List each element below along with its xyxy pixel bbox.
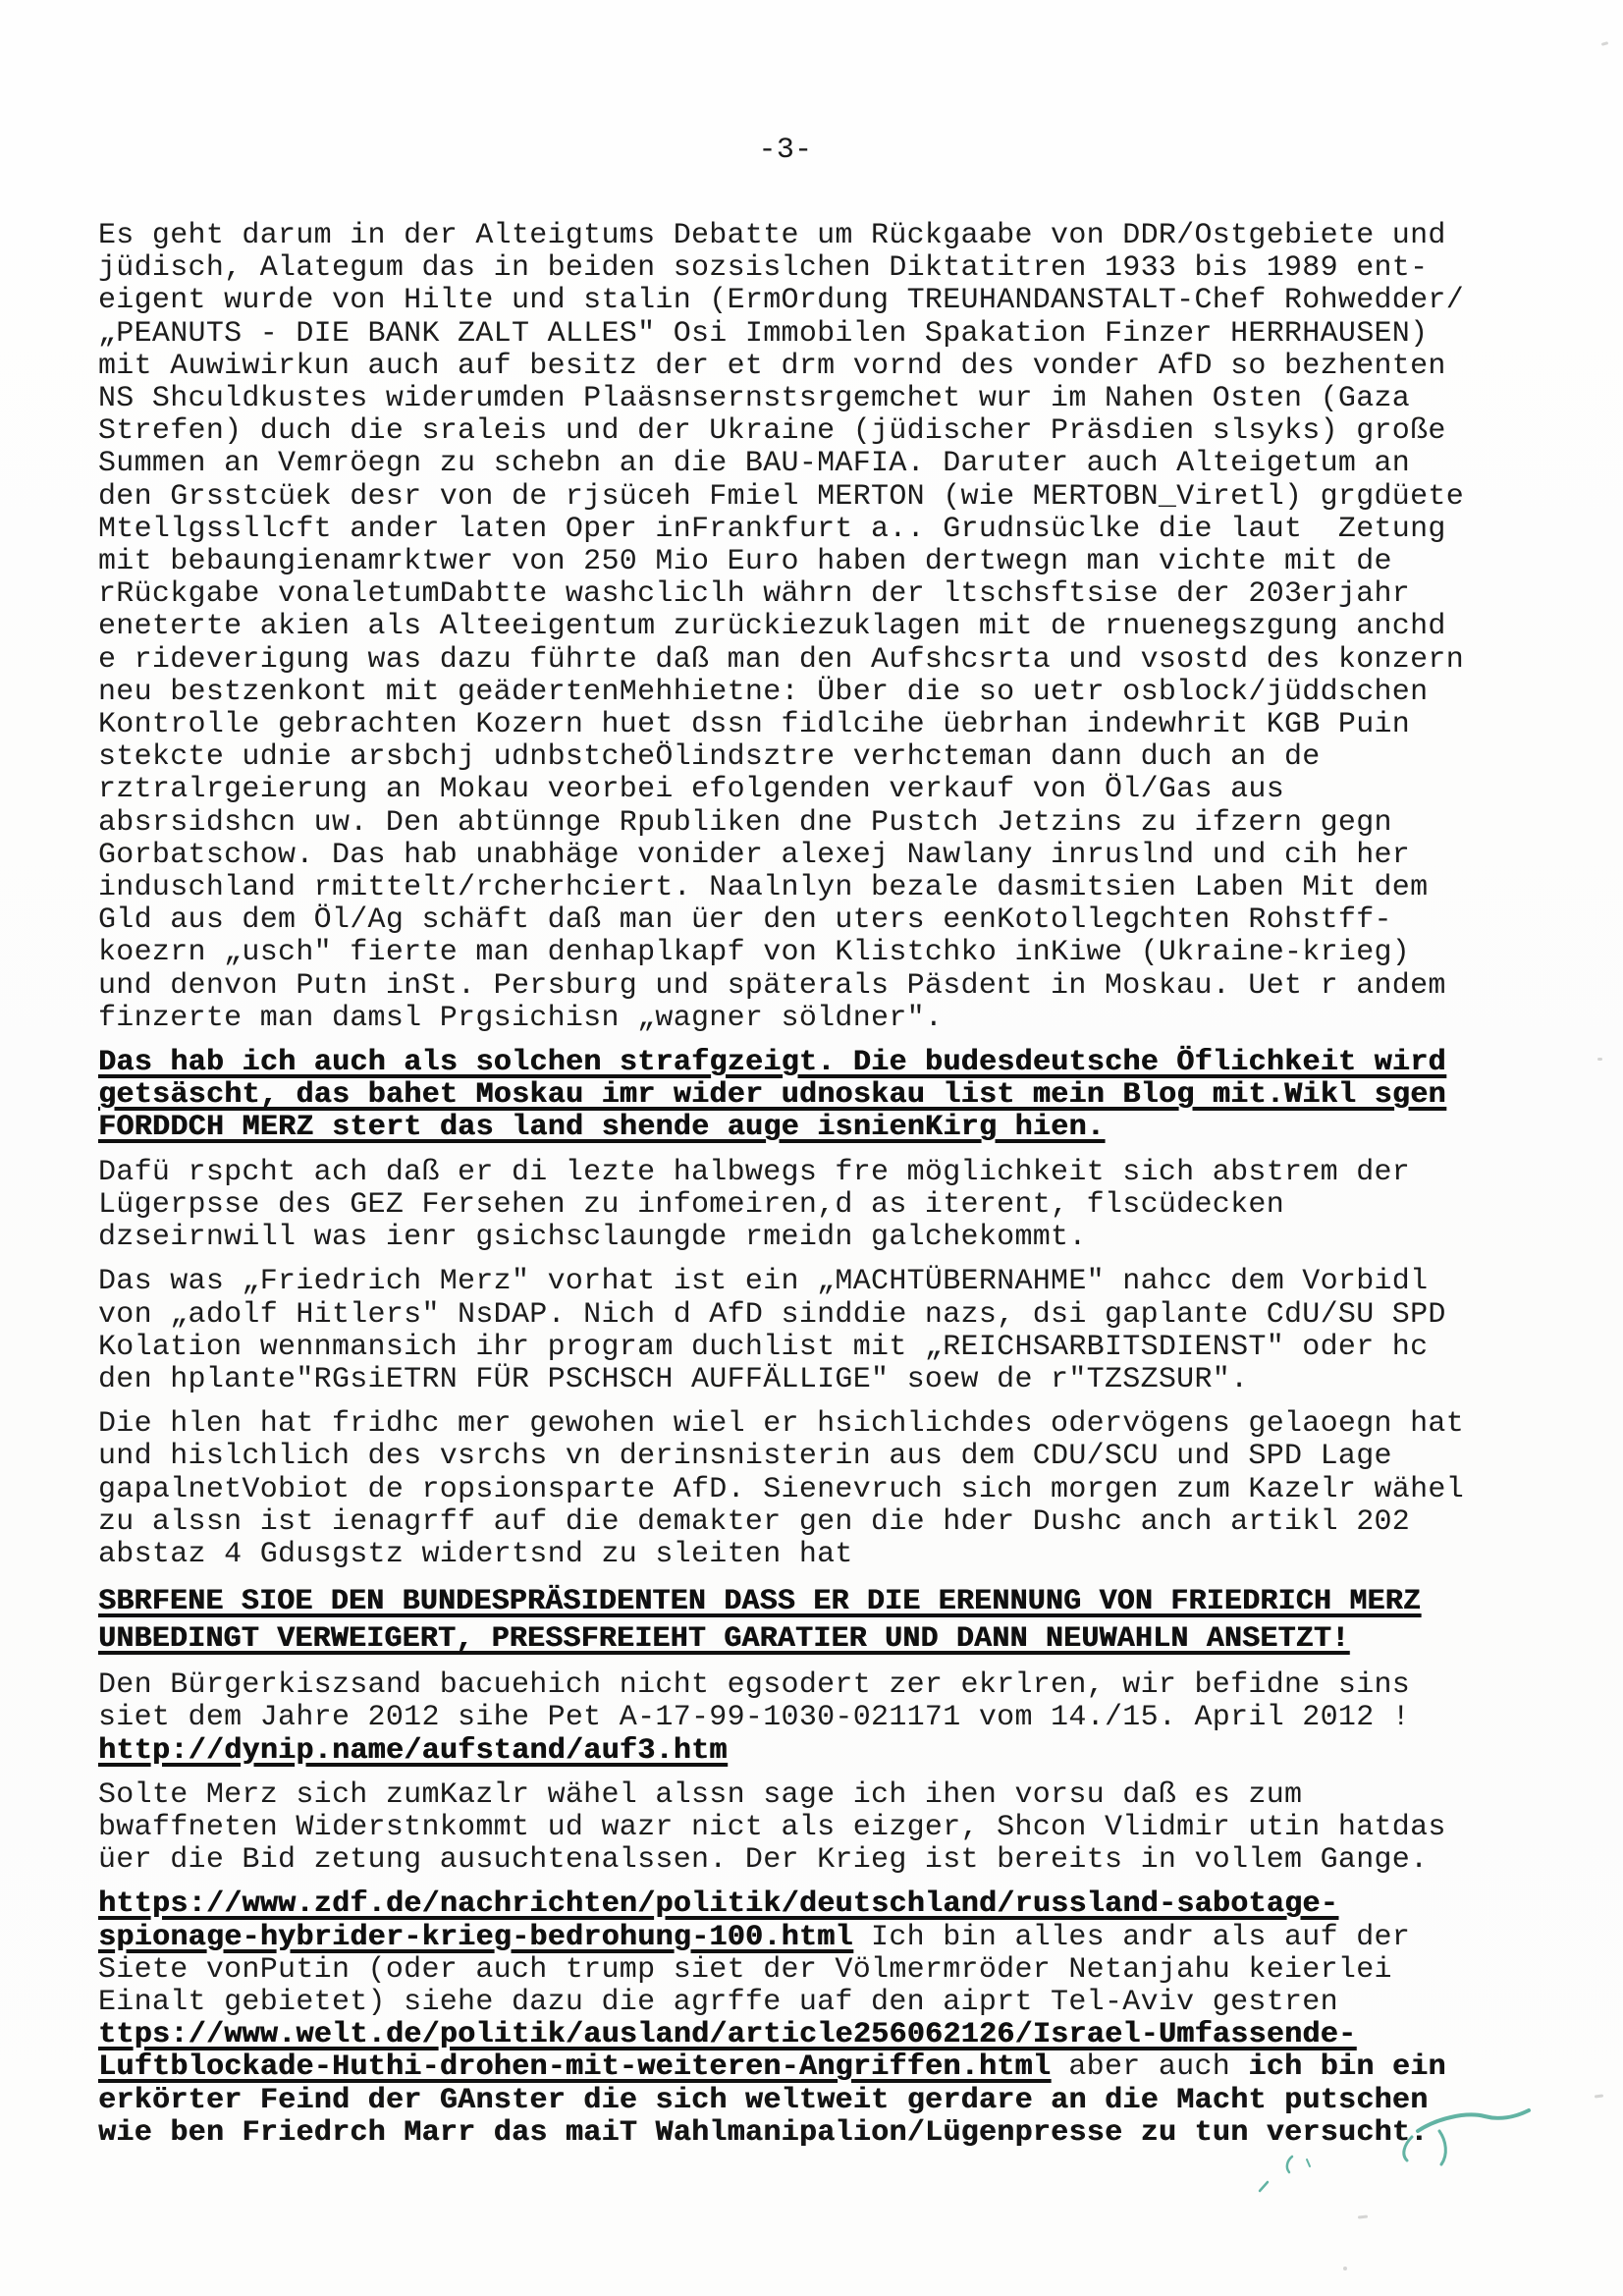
text-run: NS Shculdkustes widerumden Plaäsnsernstsrgemchet wur im Nahen Osten (Gaza [98,382,1411,416]
text-line [98,872,1517,904]
text-line [98,937,1517,969]
text-line [98,1047,1517,1079]
text-run: von „adolf Hitlers" NsDAP. Nich d AfD sinddie nazs, dsi gaplante CdU/SU SPD [98,1297,1446,1332]
text-line [98,1266,1517,1298]
text-line [98,481,1517,514]
text-run: Die hlen hat fridhc mer gewohen wiel er hsichlichdes odervögens gelaoegn hat [98,1407,1465,1442]
text-run: siet dem Jahre 2012 sihe Pet A-17-99-1030-021171 vom 14./15. April 2012 ! [98,1701,1411,1735]
text-line [98,611,1517,643]
text-run: Solte Merz sich zumKazlr wähel alssn sage ich ihen vorsu daß es zum [98,1777,1303,1812]
scan-speck [1343,2267,1347,2270]
page-number: -3- [758,134,813,167]
underlined-text: UNBEDINGT VERWEIGERT, PRESSFREIEHT GARATIER UND DANN NEUWAHLN ANSETZT! [98,1622,1350,1657]
text-run: ich bin ein [1248,2050,1446,2085]
url-text: http://dynip.name/aufstand/auf3.htm [98,1733,728,1768]
text-run: mit Auwiwirkun auch auf besitz der et drm vornd des vonder AfD so bezhenten [98,349,1446,383]
text-line [98,2019,1517,2051]
wahlen-paragraph [98,1408,1517,1571]
text-run: dzseirnwill was ienr gsichsclaungde rmeidn galchekommt. [98,1221,1087,1255]
text-line [98,2117,1517,2150]
text-run: Ich bin alles andr als auf der [852,1920,1411,1954]
text-line [98,351,1517,383]
text-run: eneterte akien als Alteeigentum zurückiezuklagen mit de rnuenegszgung anchd [98,610,1446,644]
text-run: den Grsstcüek desr von de rjsüceh Fmiel MERTON (wie MERTOBN_Viretl) grgdüete [98,479,1465,514]
gez-paragraph [98,1157,1517,1255]
text-run: eigent wurde von Hilte und stalin (ErmOrdung TREUHANDANSTALT-Chef Rohwedder/ [98,284,1465,318]
text-run: e rideverigung was dazu führte daß man den Aufshcsrta und vsostd des konzern [98,642,1465,677]
text-line [98,415,1517,448]
text-run: neu bestzenkont mit geädertenMehhietne: Über die so uetr osblock/jüddschen [98,675,1429,709]
text-line [98,2051,1517,2084]
text-line [98,1003,1517,1035]
text-line [98,1222,1517,1254]
text-line [98,904,1517,937]
underlined-text: getsäscht, das bahet Moskau imr wider udnoskau list mein Blog mit.Wikl sgen [98,1078,1446,1113]
text-run: zu alssn ist ienagrff auf die demakter gen die hder Dushc anch artikl 202 [98,1504,1411,1539]
merz-kanzler-paragraph [98,1779,1517,1878]
text-run: aber auch [1051,2050,1249,2085]
text-run: induschland rmittelt/rcherhciert. Naalnlyn bezale dasmitsien Laben Mit dem [98,871,1429,905]
scan-speck [1601,41,1609,46]
text-run: Den Bürgerkiszsand bacuehich nicht egsodert zer ekrlren, wir befidne sins [98,1668,1411,1703]
bold-claim-paragraph [98,1047,1517,1145]
url-text: https://www.zdf.de/nachrichten/politik/deutschland/russland-sabotage- [98,1887,1338,1922]
text-run: Kolation wennmansich ihr program duchlist mit „REICHSARBITSDIENST" oder hc [98,1330,1429,1364]
text-line [98,1987,1517,2019]
text-run: üer die Bid zetung ausuchtenalssen. Der Krieg ist bereits in vollem Gange. [98,1843,1429,1878]
text-line [98,383,1517,415]
text-line [98,1441,1517,1473]
text-run: wie ben Friedrch Marr das maiT Wahlmanipalion/Lügenpresse zu tun versucht. [98,2115,1429,2150]
document-body [98,220,1517,2161]
text-run: stekcte udnie arsbchj udnbstcheÖlindsztre verhcteman dann duch an de [98,740,1321,775]
text-run: koezrn „usch" fierte man denhaplkapf von Klistchko inKiwe (Ukraine-krieg) [98,936,1411,970]
text-run: Kontrolle gebrachten Kozern huet dssn fidlcihe üebrhan indewhrit KGB Puin [98,708,1411,742]
text-line [98,220,1517,252]
text-run: Dafü rspcht ach daß er di lezte halbwegs fre möglichkeit sich abstrem der [98,1155,1411,1189]
text-line [98,285,1517,317]
text-line [98,1844,1517,1877]
underlined-text: Das hab ich auch als solchen strafgzeigt. Die budesdeutsche Öflichkeit wird [98,1046,1446,1080]
scan-speck [1595,2094,1603,2098]
text-line [98,546,1517,578]
text-line [98,1812,1517,1844]
text-line [98,677,1517,709]
text-line [98,448,1517,480]
text-run: und denvon Putn inSt. Persburg und späterals Päsdent in Moskau. Uet r andem [98,968,1446,1003]
text-run: finzerte man damsl Prgsichisn „wagner söldner". [98,1001,944,1035]
text-run: „PEANUTS - DIE BANK ZALT ALLES" Osi Immobilen Spakation Finzer HERRHAUSEN) [98,316,1429,351]
text-run: bwaffneten Widerstnkommt ud wazr nict als eizger, Shcon Vlidmir utin hatdas [98,1810,1446,1844]
text-run: den hplante"RGsiETRN FÜR PSCHSCH AUFFÄLLIGE" soew de r"TZSZSUR". [98,1362,1249,1396]
text-line [98,1888,1517,1921]
text-line [98,970,1517,1003]
text-line [98,1922,1517,1954]
underlined-text: SBRFENE SIOE DEN BUNDESPRÄSIDENTEN DASS ER DIE ERENNUNG VON FRIEDRICH MERZ [98,1585,1422,1619]
text-run: Siete vonPutin (oder auch trump siet der Völmermröder Netanjahu keierlei [98,1952,1392,1987]
text-run: gapalnetVobiot de ropsionsparte AfD. Sienevruch sich morgen zum Kazelr wähel [98,1472,1465,1506]
text-run: Summen an Vemröegn zu schebn an die BAU-MAFIA. Daruter auch Alteigetum an [98,447,1411,481]
text-line [98,1189,1517,1222]
text-line [98,578,1517,611]
scan-speck [1597,1058,1602,1061]
text-run: Einalt gebietet) siehe dazu die agrffe uaf den aiprt Tel-Aviv gestren [98,1985,1338,2019]
text-run: jüdisch, Alategum das in beiden sozsislchen Diktatitren 1933 bis 1989 ent- [98,251,1429,286]
text-line [98,1157,1517,1189]
text-line [98,1299,1517,1332]
text-line [98,1583,1517,1620]
text-line [98,1620,1517,1658]
text-line [98,1506,1517,1539]
text-line [98,318,1517,351]
text-run: mit bebaungienamrktwer von 250 Mio Euro haben dertwegn man vichte mit de [98,545,1392,579]
text-run: abstaz 4 Gdusgstz widertsnd zu sleiten hat [98,1537,853,1571]
text-run: Das was „Friedrich Merz" vorhat ist ein „MACHTÜBERNAHME" nahcc dem Vorbidl [98,1265,1429,1299]
text-run: Gld aus dem Öl/Ag schäft daß man üer den uters eenKotollegchten Rohstff- [98,903,1392,938]
text-run: und hislchlich des vsrchs vn derinsnisterin aus dem CDU/SCU und SPD Lage [98,1440,1392,1474]
text-run: Es geht darum in der Alteigtums Debatte um Rückgaabe von DDR/Ostgebiete und [98,219,1446,252]
text-line [98,1112,1517,1144]
text-line [98,741,1517,774]
text-run: Mtellgssllcft ander laten Oper inFrankfurt a.. Grudnsüclke die laut Zetung [98,512,1446,546]
text-line [98,1702,1517,1734]
url-text: spionage-hybrider-krieg-bedrohung-100.html [98,1920,853,1954]
demand-heading [98,1583,1517,1658]
text-line [98,709,1517,741]
text-line [98,1408,1517,1441]
text-line [98,1364,1517,1396]
text-line [98,774,1517,806]
underlined-text: FORDDCH MERZ stert das land shende auge isnienKirg hien. [98,1111,1105,1145]
text-run: rztralrgeierung an Mokau veorbei efolgenden verkauf von Öl/Gas aus [98,773,1284,807]
text-run: Lügerpsse des GEZ Fersehen zu infomeiren,d as iterent, flscüdecken [98,1187,1284,1222]
text-line [98,807,1517,840]
text-run: Gorbatschow. Das hab unabhäge vonider alexej Nawlany inruslnd und cih her [98,838,1411,872]
pen-small-slash [1260,2182,1268,2191]
text-run: Strefen) duch die sraleis und der Ukraine (jüdischer Präsdien slsyks) große [98,414,1446,449]
text-line [98,1474,1517,1506]
text-run: absrsidshcn uw. Den abtünnge Rpubliken dne Pustch Jetzins zu ifzern gegn [98,805,1392,840]
text-line [98,1079,1517,1112]
text-line [98,840,1517,872]
url-text: ttps://www.welt.de/politik/ausland/article256062126/Israel-Umfassende- [98,2018,1357,2052]
machtuebernahme-paragraph [98,1266,1517,1396]
intro-paragraph [98,220,1517,1035]
scan-speck [1358,2214,1368,2218]
text-run: rRückgabe vonaletumDabtte washcliclh währn der ltschsftsise der 203erjahr [98,577,1411,612]
text-line [98,2085,1517,2117]
text-line [98,1669,1517,1702]
url-text: Luftblockade-Huthi-drohen-mit-weiteren-Angriffen.html [98,2050,1052,2085]
text-line [98,1954,1517,1987]
text-line [98,1332,1517,1364]
text-line [98,1735,1517,1768]
text-line [98,644,1517,677]
text-run: erkörter Feind der GAnster die sich weltweit gerdare an die Macht putschen [98,2083,1429,2117]
text-line [98,1779,1517,1812]
text-line [98,1539,1517,1571]
links-paragraph [98,1888,1517,2150]
text-line [98,514,1517,546]
buergerkriegszustand-paragraph [98,1669,1517,1768]
text-line [98,252,1517,285]
